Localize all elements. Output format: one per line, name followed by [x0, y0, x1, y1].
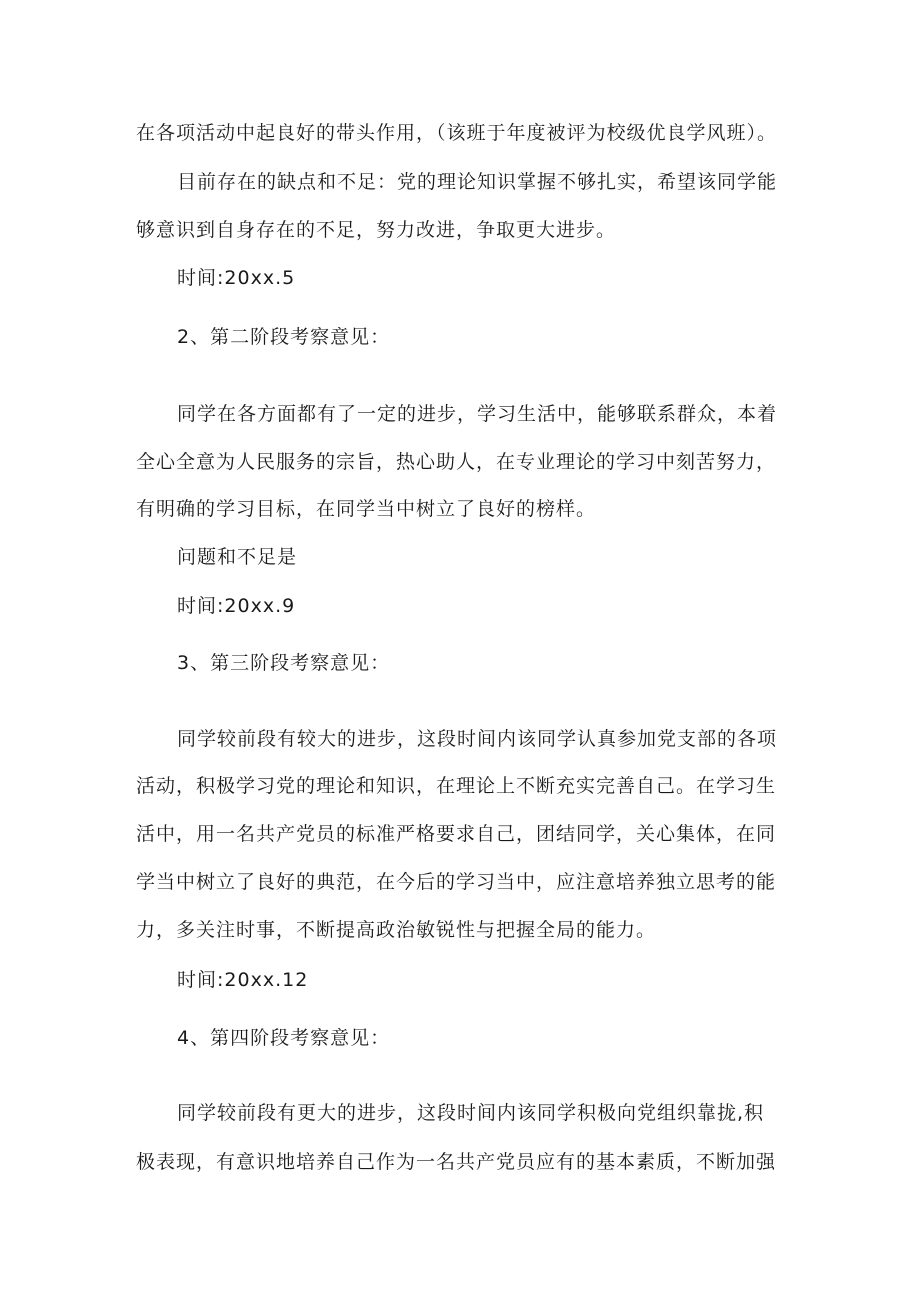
paragraph-line: 学当中树立了良好的典范，在今后的学习当中，应注意培养独立思考的能 [136, 871, 777, 893]
paragraph-line: 目前存在的缺点和不足：党的理论知识掌握不够扎实，希望该同学能 [177, 171, 778, 193]
paragraph-line: 同学在各方面都有了一定的进步，学习生活中，能够联系群众，本着 [177, 403, 778, 425]
section-heading: 2、第二阶段考察意见： [177, 326, 391, 348]
date-line: 时间:20xx.9 [177, 595, 296, 617]
paragraph-line: 有明确的学习目标，在同学当中树立了良好的榜样。 [136, 498, 597, 520]
section-heading: 4、第四阶段考察意见： [177, 1027, 391, 1049]
paragraph-line: 活中，用一名共产党员的标准严格要求自己，团结同学，关心集体，在同 [136, 823, 777, 845]
paragraph-line: 力，多关注时事，不断提高政治敏锐性与把握全局的能力。 [136, 919, 657, 941]
paragraph-line: 问题和不足是 [177, 546, 298, 568]
date-line: 时间:20xx.5 [177, 267, 296, 289]
date-line: 时间:20xx.12 [177, 969, 309, 991]
paragraph-line: 同学较前段有更大的进步，这段时间内该同学积极向党组织靠拢,积 [177, 1102, 765, 1124]
paragraph-line: 活动，积极学习党的理论和知识，在理论上不断充实完善自己。在学习生 [136, 775, 777, 797]
paragraph-line: 够意识到自身存在的不足，努力改进，争取更大进步。 [136, 219, 617, 241]
section-heading: 3、第三阶段考察意见： [177, 652, 391, 674]
paragraph-line: 全心全意为人民服务的宗旨，热心助人，在专业理论的学习中刻苦努力， [136, 451, 777, 473]
paragraph-line: 同学较前段有较大的进步，这段时间内该同学认真参加党支部的各项 [177, 728, 778, 750]
paragraph-line: 在各项活动中起良好的带头作用，（该班于年度被评为校级优良学风班）。 [136, 122, 778, 144]
paragraph-line: 极表现，有意识地培养自己作为一名共产党员应有的基本素质，不断加强 [136, 1151, 777, 1173]
